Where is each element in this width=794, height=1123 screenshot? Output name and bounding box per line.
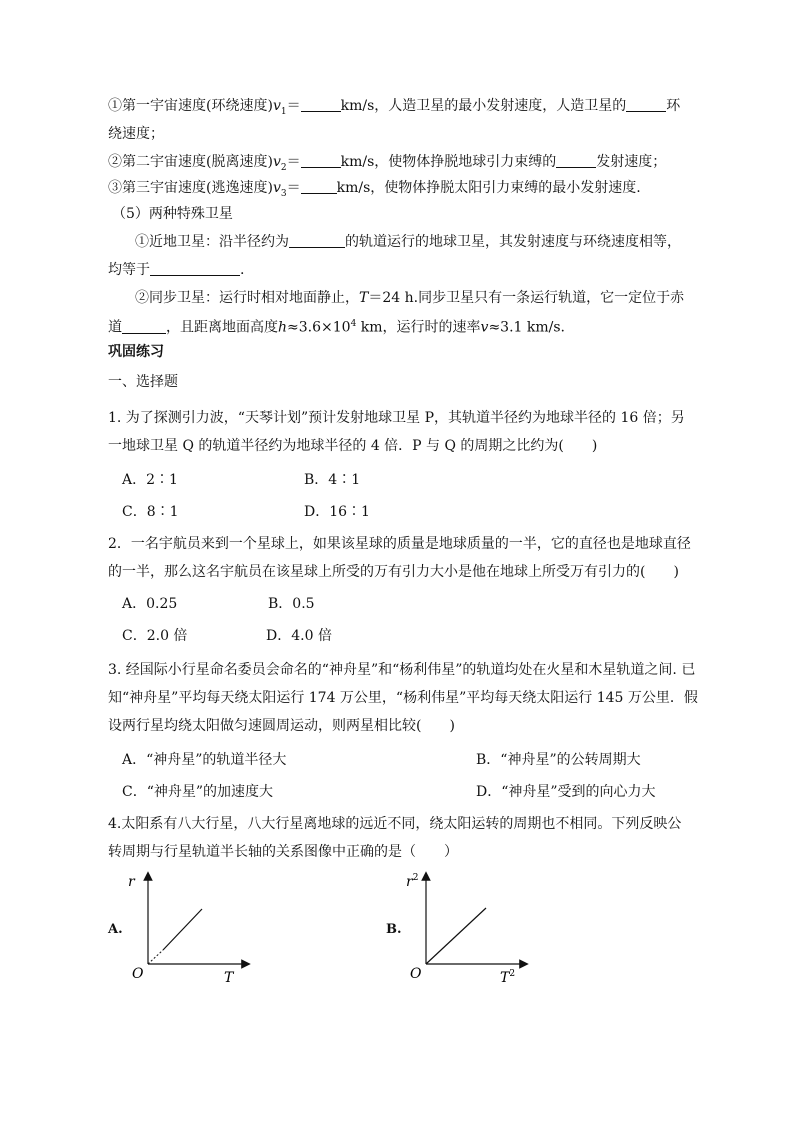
- blank-third-speed[interactable]: [301, 179, 337, 194]
- near-earth-satellite-wrap: 均等于 .: [108, 262, 245, 278]
- question-4-line-1: 4.太阳系有八大行星，八大行星离地球的远近不同，绕太阳运转的周期也不相同。下列反映公: [108, 816, 682, 832]
- blank-near-radius[interactable]: [289, 233, 345, 248]
- question-1-option-b[interactable]: B．4∶1: [304, 472, 361, 488]
- question-1-option-c[interactable]: C．8∶1: [122, 504, 179, 520]
- graph-b-label[interactable]: B.: [386, 922, 402, 937]
- graph-a-line: [163, 909, 202, 950]
- question-3-option-b[interactable]: B．“神舟星”的公转周期大: [476, 752, 641, 768]
- graph-a-label[interactable]: A.: [108, 922, 123, 937]
- question-2-line-2: 的一半，那么这名宇航员在该星球上所受的万有引力大小是他在地球上所受万有引力的( ): [108, 564, 679, 580]
- blank-launch-speed[interactable]: [556, 153, 596, 168]
- first-cosmic-speed-wrap: 绕速度；: [108, 126, 164, 142]
- third-cosmic-speed-line: ③第三宇宙速度(逃逸速度)$v_3= km/s$，使物体挣脱太阳引力束缚的最小发射速度.: [108, 180, 641, 199]
- question-3-option-c[interactable]: C．“神舟星”的加速度大: [122, 784, 274, 800]
- graph-a-origin: O: [132, 966, 144, 982]
- dashed-extension: [148, 950, 163, 964]
- graph-b-y-label: $r^2$: [406, 873, 419, 890]
- question-3-line-3: 设两行星均绕太阳做匀速圆周运动，则两星相比较( ): [108, 718, 455, 734]
- practice-title: 巩固练习: [108, 344, 164, 360]
- question-2-option-b[interactable]: B．0.5: [268, 596, 315, 612]
- question-2-option-d[interactable]: D．4.0 倍: [266, 628, 332, 644]
- question-2-line-1: 2．一名宇航员来到一个星球上，如果该星球的质量是地球质量的一半，它的直径也是地球直径: [108, 536, 691, 552]
- blank-second-speed[interactable]: [301, 153, 341, 168]
- first-cosmic-speed-line: ①第一宇宙速度(环绕速度)$v_1= km/s$，人造卫星的最小发射速度，人造卫星的 环: [108, 98, 681, 117]
- sync-satellite-wrap: 道 ，且距离地面高度$h\approx 3.6\times 10^4$ km，运行时的速率v≈3.1 km/s.: [108, 319, 566, 336]
- question-2-option-a[interactable]: A．0.25: [122, 596, 178, 612]
- special-satellites-heading: （5）两种特殊卫星: [112, 206, 233, 222]
- question-1-option-d[interactable]: D．16∶1: [304, 504, 370, 520]
- question-3-option-d[interactable]: D．“神舟星”受到的向心力大: [476, 784, 656, 800]
- question-3-option-a[interactable]: A．“神舟星”的轨道半径大: [122, 752, 287, 768]
- blank-orbit-speed[interactable]: [626, 97, 666, 112]
- question-4-line-2: 转周期与行星轨道半长轴的关系图像中正确的是（ ）: [108, 844, 458, 860]
- graph-a-r-vs-t[interactable]: [118, 868, 258, 988]
- graph-b-r2-vs-t2[interactable]: [396, 868, 536, 988]
- blank-near-speed[interactable]: [150, 261, 240, 276]
- near-earth-satellite-line: ①近地卫星：沿半径约为 的轨道运行的地球卫星，其发射速度与环绕速度相等，: [135, 234, 681, 250]
- graph-a-x-label: T: [224, 970, 234, 986]
- section-heading: 一、选择题: [108, 374, 178, 390]
- blank-sync-plane[interactable]: [122, 319, 166, 334]
- graph-b-line: [426, 908, 486, 964]
- question-2-option-c[interactable]: C．2.0 倍: [122, 628, 188, 644]
- graph-b-origin: O: [410, 966, 422, 982]
- blank-first-speed[interactable]: [301, 97, 341, 112]
- sync-satellite-line: ②同步卫星：运行时相对地面静止，T＝24 h.同步卫星只有一条运行轨道，它一定位于赤: [135, 290, 685, 306]
- question-3-line-2: 知“神舟星”平均每天绕太阳运行 174 万公里，“杨利伟星”平均每天绕太阳运行 145 万公里．假: [108, 690, 698, 706]
- question-1-line-1: 1. 为了探测引力波，“天琴计划”预计发射地球卫星 P，其轨道半径约为地球半径的 16 倍；另: [108, 410, 685, 426]
- question-1-line-2: 一地球卫星 Q 的轨道半径约为地球半径的 4 倍．P 与 Q 的周期之比约为( ): [108, 438, 598, 454]
- second-cosmic-speed-line: ②第二宇宙速度(脱离速度)$v_2= km/s$，使物体挣脱地球引力束缚的 发射速度；: [108, 154, 667, 173]
- question-1-option-a[interactable]: A．2∶1: [122, 472, 178, 488]
- graph-a-y-label: r: [128, 874, 135, 890]
- graph-b-x-label: $T^2$: [500, 969, 516, 986]
- question-3-line-1: 3. 经国际小行星命名委员会命名的“神舟星”和“杨利伟星”的轨道均处在火星和木星轨道之间. 已: [108, 662, 696, 678]
